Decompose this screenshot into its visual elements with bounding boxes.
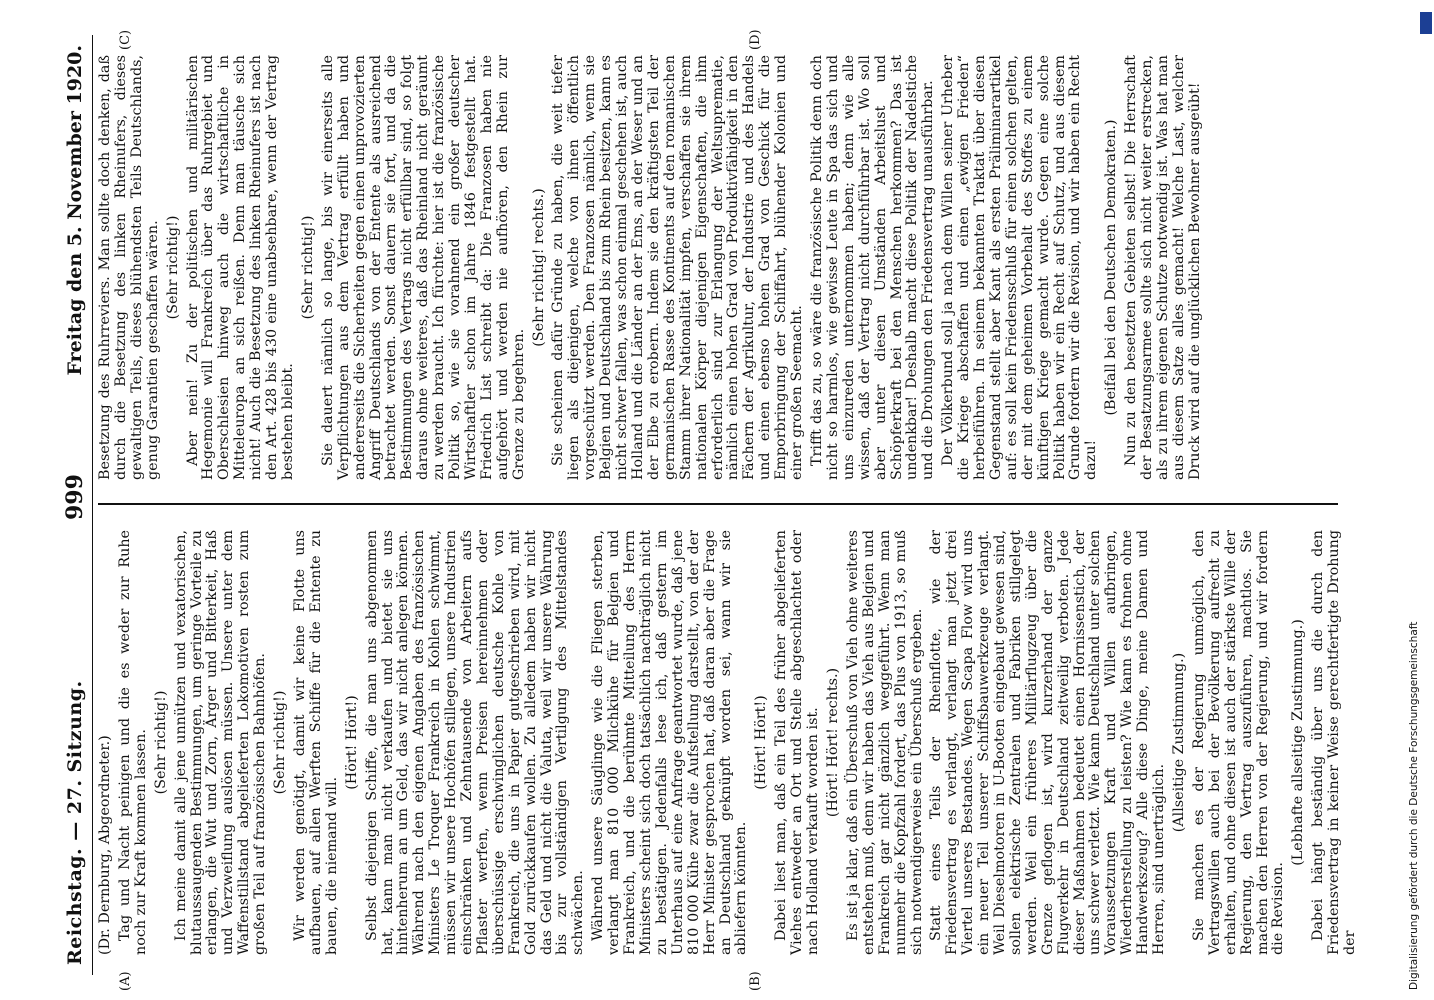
interjection: (Lebhafte allseitige Zustimmung.)	[1290, 619, 1307, 866]
dfg-logo	[1420, 12, 1432, 34]
paragraph: Während unsere Säuglinge wie die Fliegen sterben, verlangt man 810 000 Milchkühe für Belgien und Frankreich, und die berühmte Mitteilung des Herrn Ministers scheint sich doch tatsächlich nachträglich nicht zu bestätigen. Jedenfalls lese ich, daß gestern im Unterhaus auf eine Anfrage geantwortet wurde, daß jene 810 000 Kühe zwar die Aufstellung darstellt, von der der Herr Minister gesprochen hat, daß daran aber die Frage an Deutschland geknüpft worden sei, wann wir sie abliefern könnten.	[590, 530, 750, 955]
text-column-left	[97, 530, 1359, 955]
paragraph: Dabei hängt beständig über uns die durch den Friedensvertrag in keiner Weise gerechtfertigte Drohung der	[1310, 530, 1359, 955]
digitization-credit	[1408, 10, 1432, 990]
paragraph: Selbst diejenigen Schiffe, die man uns abgenommen hat, kann man nicht verkaufen und bietet sie uns hintenherum an um Geld, das wir nicht anlegen können. Während nach den eigenen Angaben des französischen Ministers Le Troquer Frankreich in Kohlen schwimmt, müssen wir unsere Hochöfen stillegen, unsere Industrien einschränken und Zehntausende von Arbeitern aufs Pflaster werfen, wenn Preisen hereinnehmen oder überschüssige erschwinglichen deutsche Kohle von Frankreich, die uns in Papier gutgeschrieben wird, mit Gold zurückkaufen wollen. Zu alledem haben wir nicht das Geld und nicht die Valuta, weil wir unsere Währung bis zur vollständigen Vertilgung des Mittelstandes schwächen.	[363, 530, 587, 955]
margin-letter-b: (B)	[748, 971, 763, 991]
interjection: (Beifall bei den Deutschen Demokraten.)	[1103, 119, 1120, 416]
interjection: (Sehr richtig!)	[272, 690, 289, 795]
interjection: (Hört! Hört!)	[343, 695, 360, 790]
paragraph: Sie machen es der Regierung unmöglich, den Vertragswillen auch bei der Bevölkerung aufrecht zu erhalten, und ohne diesen ist auch der stärkste Wille der Regierung, den Vertrag auszuführen, machtlos. Sie machen den Herren von der Regierung, und wir fordern die Revision.	[1190, 530, 1287, 955]
interjection: (Allseitige Zustimmung.)	[1171, 652, 1187, 833]
interjection: (Sehr richtig! rechts.)	[530, 188, 547, 347]
page-number: 999	[62, 474, 88, 520]
paragraph: Trifft das zu, so wäre die französische Politik denn doch nicht so harmlos, wie gewisse Leute in Spa das sich und uns einzureden unternommen haben; denn wie alle wissen, daß der Vertrag nicht durchführbar ist. Wo soll aber unter diesen Umständen Arbeitslust und Schöpferkraft bei den Menschen herkommen? Das ist undenkbar! Deshalb macht diese Politik der Nadelstiche und die Drohungen den Friedensvertrag unausführbar.	[808, 55, 937, 480]
header-left: Reichstag. — 27. Sitzung.	[64, 680, 86, 965]
paragraph: Aber nein! Zu der politischen und militärischen Hegemonie will Frankreich über das Ruhrgebiet und Oberschlesien hinweg auch die wirtschaftliche in Mitteleuropa an sich reißen. Denn man täusche sich nicht! Auch die Besetzung des linken Rheinufers ist nach den Art. 428 bis 430 eine unabsehbare, wenn der Vertrag bestehen bleibt.	[184, 55, 296, 480]
header-date: Freitag den 5. November 1920.	[64, 45, 86, 376]
paragraph: Statt eines Teils der Rheinflotte, wie der Friedensvertrag es verlangt, verlangt man jetzt drei Viertel unseres Bestandes. Wegen Scapa Flow wird uns ein neuer Teil unserer Schiffsbauwerkzeuge verlangt. Weil Dieselmotoren in U-Booten eingebaut gewesen sind, sollen elektrische Zentralen und Fabriken stillgelegt werden. Weil ein früheres Militärflugzeug über die Grenze geflogen ist, wird kurzerhand der ganze Flugverkehr in Deutschland zeitweilig verboten. Jede dieser Maßnahmen bedeutet einen Hornissenstich, der uns schwer verletzt. Wie kann Deutschland unter solchen Voraussetzungen Kraft und Willen aufbringen, Wiederherstellung zu leisten? Wie kann es frohnen ohne Handwerkszeug? Alle diese Dinge, meine Damen und Herren, sind unerträglich.	[928, 530, 1168, 955]
rotated-newspaper-sheet	[58, 29, 1359, 991]
margin-letter-c: (C)	[118, 29, 133, 50]
paragraph: Sie dauert nämlich so lange, bis wir einerseits alle Verpflichtungen aus dem Vertrag erfüllt haben und andererseits die Sicherheiten gegen einen unprovozierten Angriff Deutschlands von der Entente als ausreichend betrachtet werden. Sonst dauern sie fort, und da die Bestimmungen des Vertrags nicht erfüllbar sind, so folgt daraus ohne weiteres, daß das Rheinland nicht geräumt zu werden braucht. Ich fürchte: hier ist die französische Politik so, wie sie vorahnend ein großer deutscher Wirtschaftler schon im Jahre 1846 festgestellt hat. Friedrich List schreibt da: Die Franzosen haben nie aufgehört und werden nie aufhören, den Rhein zur Grenze zu begehren.	[319, 55, 527, 480]
paragraph: (Dr. Dernburg, Abgeordneter.)	[97, 735, 113, 955]
interjection: (Hört! Hört!)	[753, 695, 770, 790]
paragraph: Der Völkerbund soll ja nach dem Willen seiner Urheber die Kriege abschaffen und einen „ewigen Frieden“ herbeiführen. In seinem bekannten Traktat über diesen Gegenstand stellt aber Kant als ersten Präliminarartikel auf: es soll kein Friedensschluß für einen solchen gelten, der mit dem geheimen Vorbehalt des Stoffes zu einem künftigen Kriege gemacht wurde. Gegen eine solche Politik haben wir ein Recht auf Schutz, und aus diesem Grunde fordern wir die Revision, und wir haben ein Recht dazu!	[940, 55, 1100, 480]
interjection: (Sehr richtig!)	[164, 215, 181, 320]
text-column-right	[98, 55, 1348, 480]
paragraph: Tag und Nacht peinigen und die es weder zur Ruhe noch zur Kraft kommen lassen.	[116, 530, 149, 955]
margin-letter-d: (D)	[748, 29, 763, 50]
interjection: (Sehr richtig!)	[152, 690, 169, 795]
column-divider	[98, 504, 1338, 506]
paragraph: Wir werden genötigt, damit wir keine Flotte uns aufbauen, auf allen Werften Schiffe für die Entente zu bauen, die niemand will.	[291, 530, 340, 955]
interjection: (Sehr richtig!)	[299, 215, 316, 320]
paragraph: Sie scheinen dafür Gründe zu haben, die weit tiefer liegen als diejenigen, welche von ihnen öffentlich vorgeschützt werden. Den Franzosen nämlich, wenn sie Belgien und Deutschland bis zum Rhein besitzen, kann es nicht schwer fallen, was schon einmal geschehen ist, auch Holland und die Länder an der Ems, an der Weser und an der Elbe zu erobern. Indem sie den kräftigsten Teil der germanischen Rasse des Kontinents auf den romanischen Stamm ihrer Nationalität impfen, verschaffen sie ihrem nationalen Körper diejenigen Eigenschaften, die ihm erforderlich sind zur Erlangung der Weltsuprematie, nämlich einen hohen Grad von Produktivfähigkeit in den Fächern der Agrikultur, der Industrie und des Handels und einen ebenso hohen Grad von Geschick für die Emporbringung der Schiffahrt, blühender Kolonien und einer großen Seemacht.	[550, 55, 806, 480]
paragraph: Besetzung des Ruhrreviers. Man sollte doch denken, daß durch die Besetzung des linken Rheinufers, dieses gewaltigen Teils, dieses blühendsten Teils Deutschlands, genug Garantien geschaffen wären.	[97, 55, 161, 480]
margin-letter-a: (A)	[118, 971, 133, 991]
paragraph: Dabei liest man, daß ein Teil des früher abgelieferten Viehes entweder an Ort und Stelle abgeschlachtet oder nach Holland verkauft worden ist.	[773, 530, 822, 955]
interjection: (Hört! Hört! rechts.)	[824, 667, 841, 818]
page-header	[58, 35, 93, 975]
paragraph: Ich meine damit alle jene unnützen und vexatorischen, blutaussaugenden Bestimmungen, um geringe Vorteile zu erlangen, die Wut und Zorn, Ärger und Bitterkeit, Haß und Verzweiflung auslösen müssen. Unsere unter dem Waffenstillstand abgelieferten Lokomotiven rosten zum großen Teil auf französischen Bahnhöfen.	[172, 530, 269, 955]
paragraph: Nun zu den besetzten Gebieten selbst! Die Herrschaft der Besatzungsarmee sollte sich nicht weiter erstrecken, als zu ihrem eigenen Schutze notwendig ist. Was hat man aus diesem Satze alles gemacht! Welche Last, welcher Druck wird auf die unglücklichen Bewohner ausgeübt!	[1123, 55, 1203, 480]
credit-text: Digitalisierung gefördert durch die Deutsche Forschungsgemeinschaft	[1408, 621, 1420, 990]
paragraph: Es ist ja klar, daß ein Überschuß von Vieh ohne weiteres entstehen muß, denn wir haben das Vieh aus Belgien und Frankreich gar nicht gänzlich weggeführt. Wenn man nunmehr die Kopfzahl fordert, das Plus von 1913, so muß sich notwendigerweise ein Überschuß ergeben.	[844, 530, 925, 955]
